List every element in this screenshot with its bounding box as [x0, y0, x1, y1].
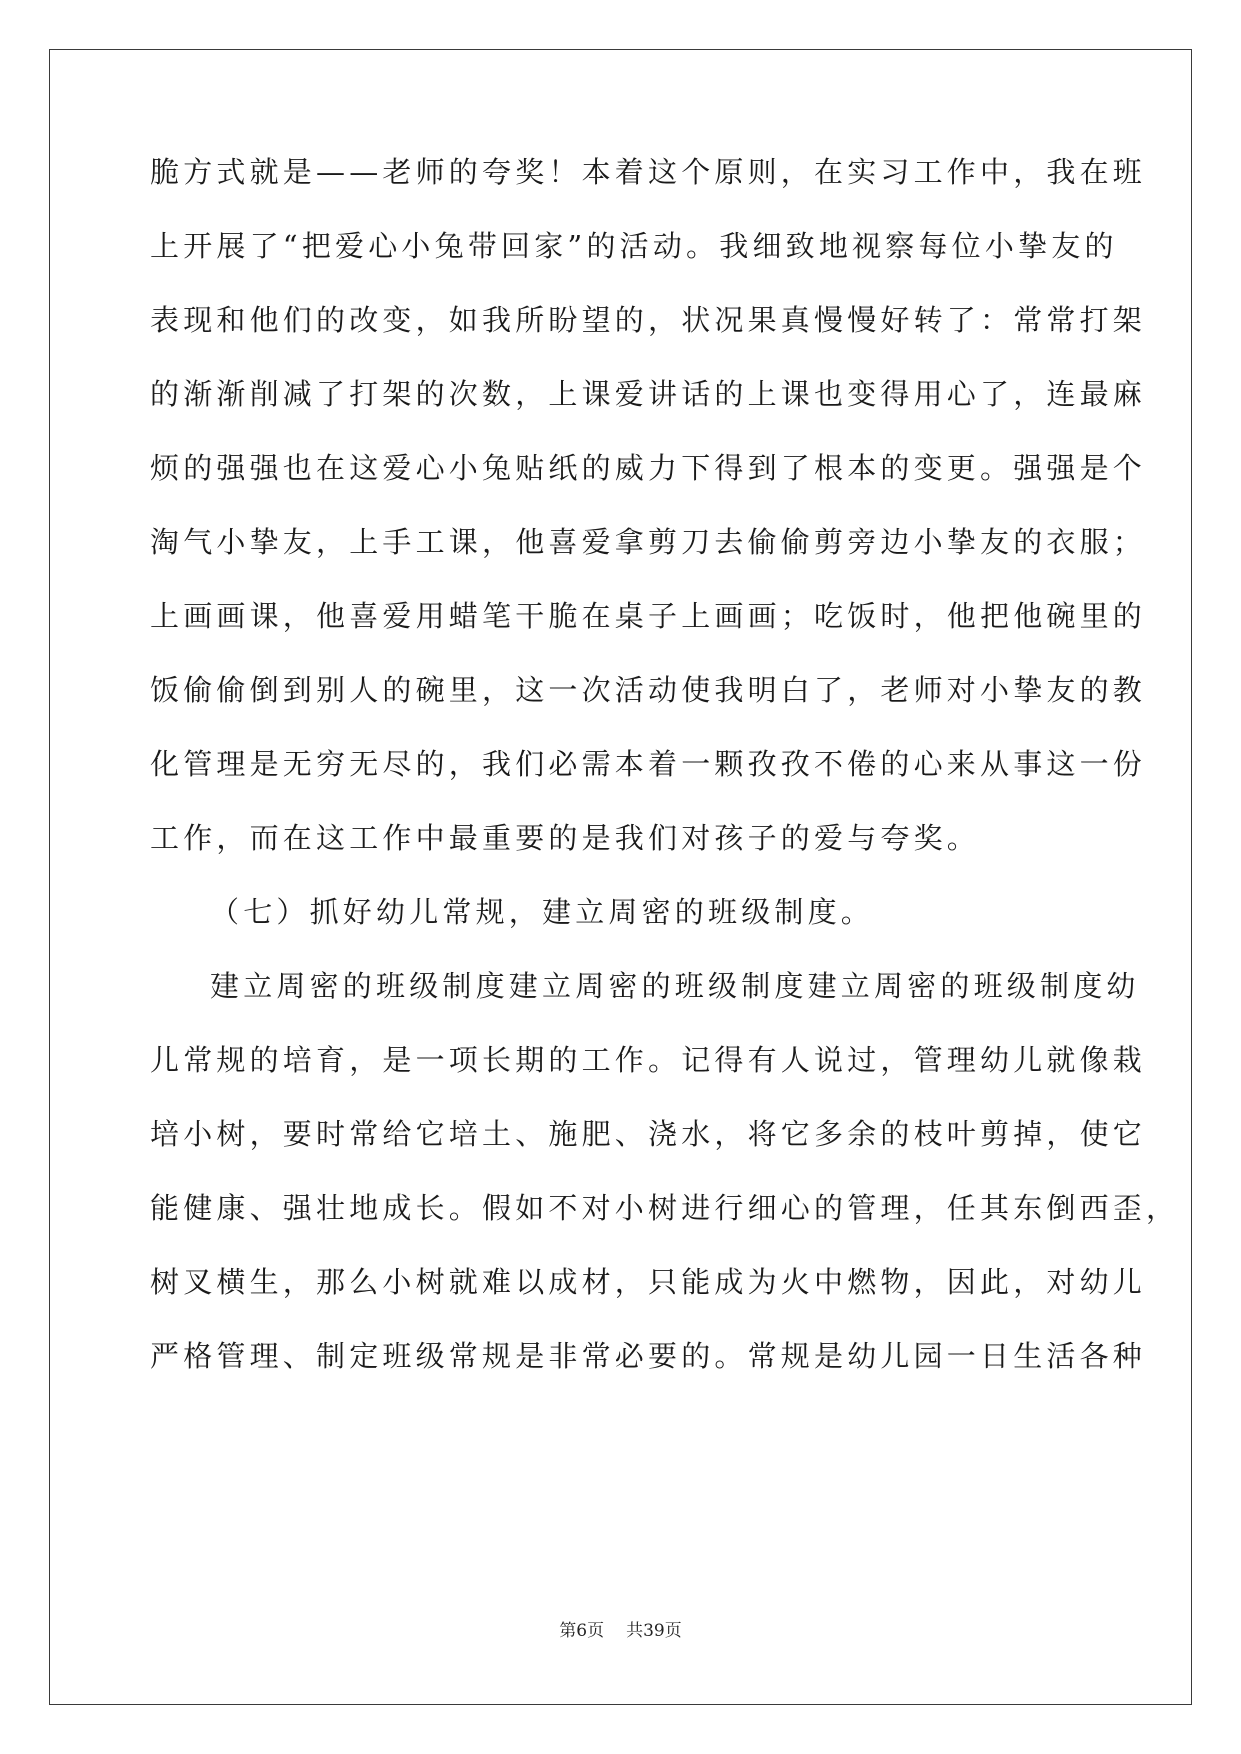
- paragraph-line: 脆方式就是——老师的夸奖！本着这个原则，在实习工作中，我在班: [150, 155, 1147, 189]
- page-footer: [0, 1616, 1241, 1641]
- paragraph-line: 儿常规的培育，是一项长期的工作。记得有人说过，管理幼儿就像栽: [150, 1043, 1147, 1077]
- paragraph-line: 培小树，要时常给它培土、施肥、浇水，将它多余的枝叶剪掉，使它: [150, 1117, 1147, 1151]
- paragraph-line: 工作，而在这工作中最重要的是我们对孩子的爱与夸奖。: [150, 821, 981, 855]
- page-border: [49, 49, 1192, 1705]
- section-heading: （七）抓好幼儿常规，建立周密的班级制度。: [210, 895, 875, 929]
- paragraph-line: 饭偷偷倒到别人的碗里，这一次活动使我明白了，老师对小挚友的教: [150, 673, 1147, 707]
- paragraph-line: 严格管理、制定班级常规是非常必要的。常规是幼儿园一日生活各种: [150, 1339, 1147, 1373]
- paragraph-line: 的渐渐削减了打架的次数，上课爱讲话的上课也变得用心了，连最麻: [150, 377, 1147, 411]
- paragraph-line: 能健康、强壮地成长。假如不对小树进行细心的管理，任其东倒西歪，: [150, 1191, 1180, 1225]
- paragraph-line: 化管理是无穷无尽的，我们必需本着一颗孜孜不倦的心来从事这一份: [150, 747, 1147, 781]
- page-number: 第6页: [559, 1621, 605, 1641]
- paragraph-line: 建立周密的班级制度建立周密的班级制度建立周密的班级制度幼: [210, 969, 1140, 1003]
- paragraph-line: 上画画课，他喜爱用蜡笔干脆在桌子上画画；吃饭时，他把他碗里的: [150, 599, 1147, 633]
- paragraph-line: 表现和他们的改变，如我所盼望的，状况果真慢慢好转了：常常打架: [150, 303, 1147, 337]
- page-total: 共39页: [626, 1621, 682, 1641]
- paragraph-line: 淘气小挚友，上手工课，他喜爱拿剪刀去偷偷剪旁边小挚友的衣服；: [150, 525, 1147, 559]
- paragraph-line: 上开展了“把爱心小兔带回家”的活动。我细致地视察每位小挚友的: [150, 229, 1118, 263]
- paragraph-line: 树叉横生，那么小树就难以成材，只能成为火中燃物，因此，对幼儿: [150, 1265, 1147, 1299]
- paragraph-line: 烦的强强也在这爱心小兔贴纸的威力下得到了根本的变更。强强是个: [150, 451, 1147, 485]
